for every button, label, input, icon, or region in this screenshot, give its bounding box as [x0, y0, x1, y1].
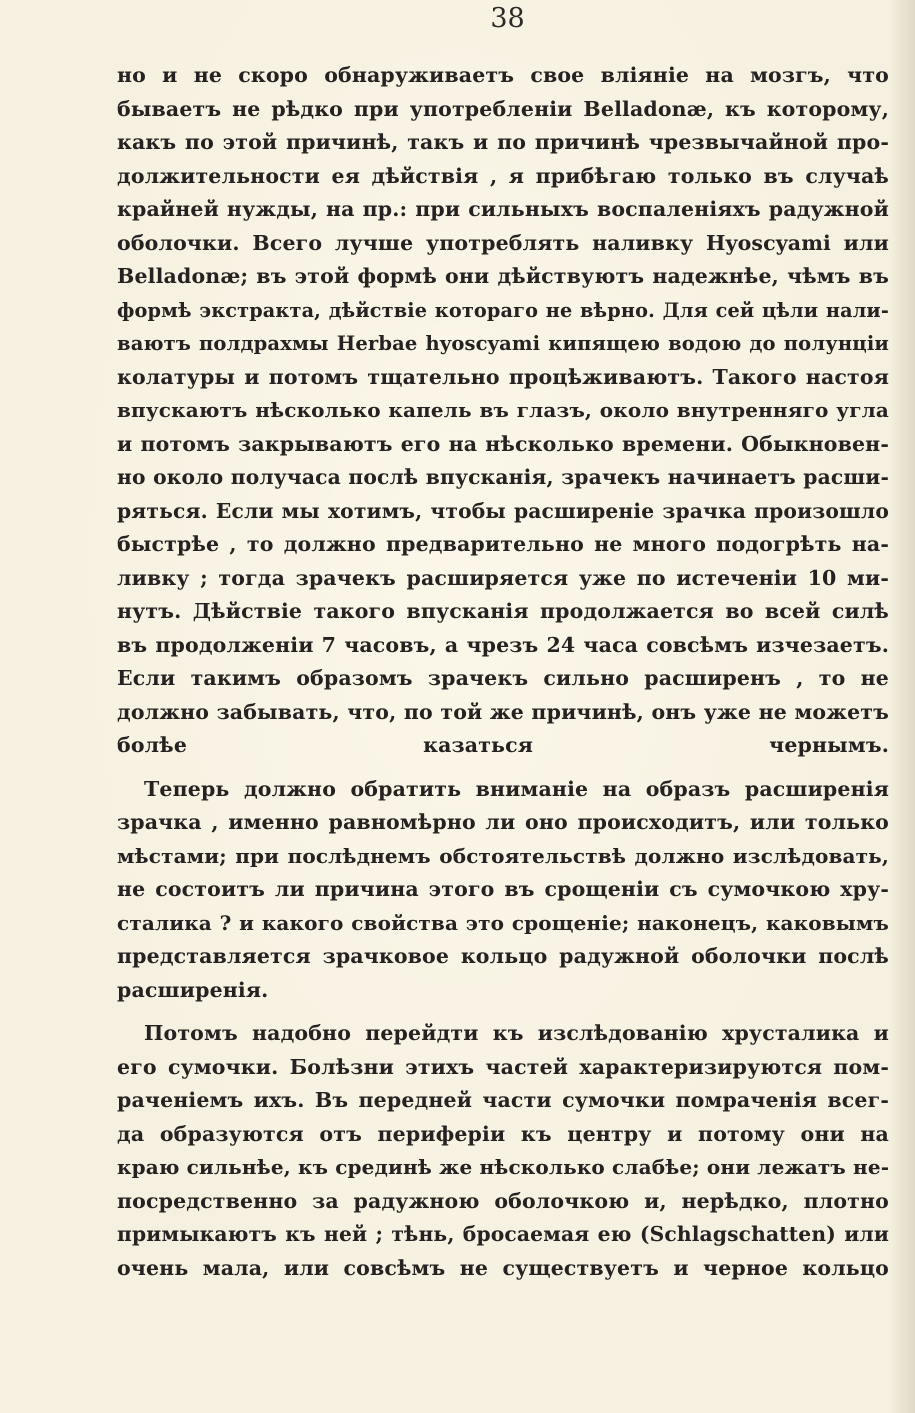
text-line: ливку ; тогда зрачекъ расширяется уже по истеченіи 10 ми-	[117, 565, 889, 590]
text-line: его сумочки. Болѣзни этихъ частей характеризируются пом-	[117, 1054, 889, 1079]
text-line: представляется зрачковое кольцо радужной оболочки послѣ	[117, 944, 889, 968]
paragraph-3	[117, 1017, 889, 1285]
text-line: колатуры и потомъ тщательно процѣживаютъ. Такого настоя	[117, 364, 889, 389]
text-line: крайней нужды, на пр.: при сильныхъ воспаленіяхъ радужной	[117, 197, 889, 221]
text-line: ваютъ полдрахмы Herbae hyoscyami кипящею водою до полунціи	[117, 332, 889, 355]
text-line: какъ по этой причинѣ, такъ и по причинѣ чрезвычайной про-	[117, 130, 889, 154]
text-line: раченіемъ ихъ. Въ передней части сумочки помраченія всег-	[117, 1088, 889, 1112]
text-line: но и не скоро обнаруживаетъ свое вліяніе на мозгъ, что	[117, 63, 889, 87]
paragraph-2	[117, 773, 889, 1008]
text-line: ряться. Если мы хотимъ, чтобы расширеніе зрачка произошло	[117, 498, 889, 523]
text-line: расширенія.	[117, 977, 269, 1002]
text-line: очень мала, или совсѣмъ не существуетъ и черное кольцо	[117, 1255, 889, 1280]
text-line: оболочки. Всего лучше употреблять наливку Hyoscyami или	[117, 230, 889, 255]
text-line: должительности ея дѣйствія , я прибѣгаю только въ случаѣ	[117, 163, 889, 188]
text-line: Если такимъ образомъ зрачекъ сильно расширенъ , то не	[117, 666, 889, 690]
text-line: Теперь должно обратить вниманіе на образъ расширенія	[144, 776, 889, 801]
text-line: примыкаютъ къ ней ; тѣнь, бросаемая ею (Schlagschatten) или	[117, 1222, 889, 1246]
text-line: но около получаса послѣ впусканія, зрачекъ начинаетъ расши-	[117, 465, 889, 489]
text-line: быстрѣе , то должно предварительно не много подогрѣть на-	[117, 532, 889, 556]
text-line: и потомъ закрываютъ его на нѣсколько времени. Обыкновен-	[117, 431, 889, 456]
text-line: да образуются отъ периферіи къ центру и потому они на	[117, 1121, 889, 1146]
text-line: зрачка , именно равномѣрно ли оно происходитъ, или только	[117, 810, 889, 834]
text-line: мѣстами; при послѣднемъ обстоятельствѣ должно изслѣдовать,	[117, 843, 889, 868]
text-line: впускаютъ нѣсколько капель въ глазъ, около внутренняго угла	[117, 398, 889, 422]
page-number: 38	[490, 3, 525, 34]
text-line: въ продолженіи 7 часовъ, а чрезъ 24 часа совсѣмъ изчезаетъ.	[117, 632, 889, 657]
text-line: должно забывать, что, по той же причинѣ, онъ уже не можетъ	[117, 699, 889, 724]
text-line: бываетъ не рѣдко при употребленіи Belladonæ, къ которому,	[117, 96, 889, 121]
text-line: формѣ экстракта, дѣйствіе котораго не вѣрно. Для сей цѣли нали-	[117, 298, 889, 322]
text-line: сталика ? и какого свойства это срощеніе; наконецъ, каковымъ	[117, 910, 889, 935]
text-line: Потомъ надобно перейдти къ изслѣдованію хрусталика и	[144, 1021, 889, 1045]
text-line: посредственно за радужною оболочкою и, нерѣдко, плотно	[117, 1188, 889, 1213]
text-line: краю сильнѣе, къ срединѣ же нѣсколько слабѣе; они лежатъ не-	[117, 1155, 889, 1179]
text-line: болѣе казаться чернымъ.	[117, 733, 889, 757]
body-text	[117, 59, 889, 1285]
text-line: Belladonæ; въ этой формѣ они дѣйствуютъ надежнѣе, чѣмъ въ	[117, 264, 889, 288]
paragraph-1	[117, 59, 889, 763]
page-edge-shadow	[889, 0, 915, 1413]
text-line: не состоитъ ли причина этого въ срощеніи съ сумочкою хру-	[117, 877, 889, 901]
text-line: нутъ. Дѣйствіе такого впусканія продолжается во всей силѣ	[117, 599, 889, 623]
